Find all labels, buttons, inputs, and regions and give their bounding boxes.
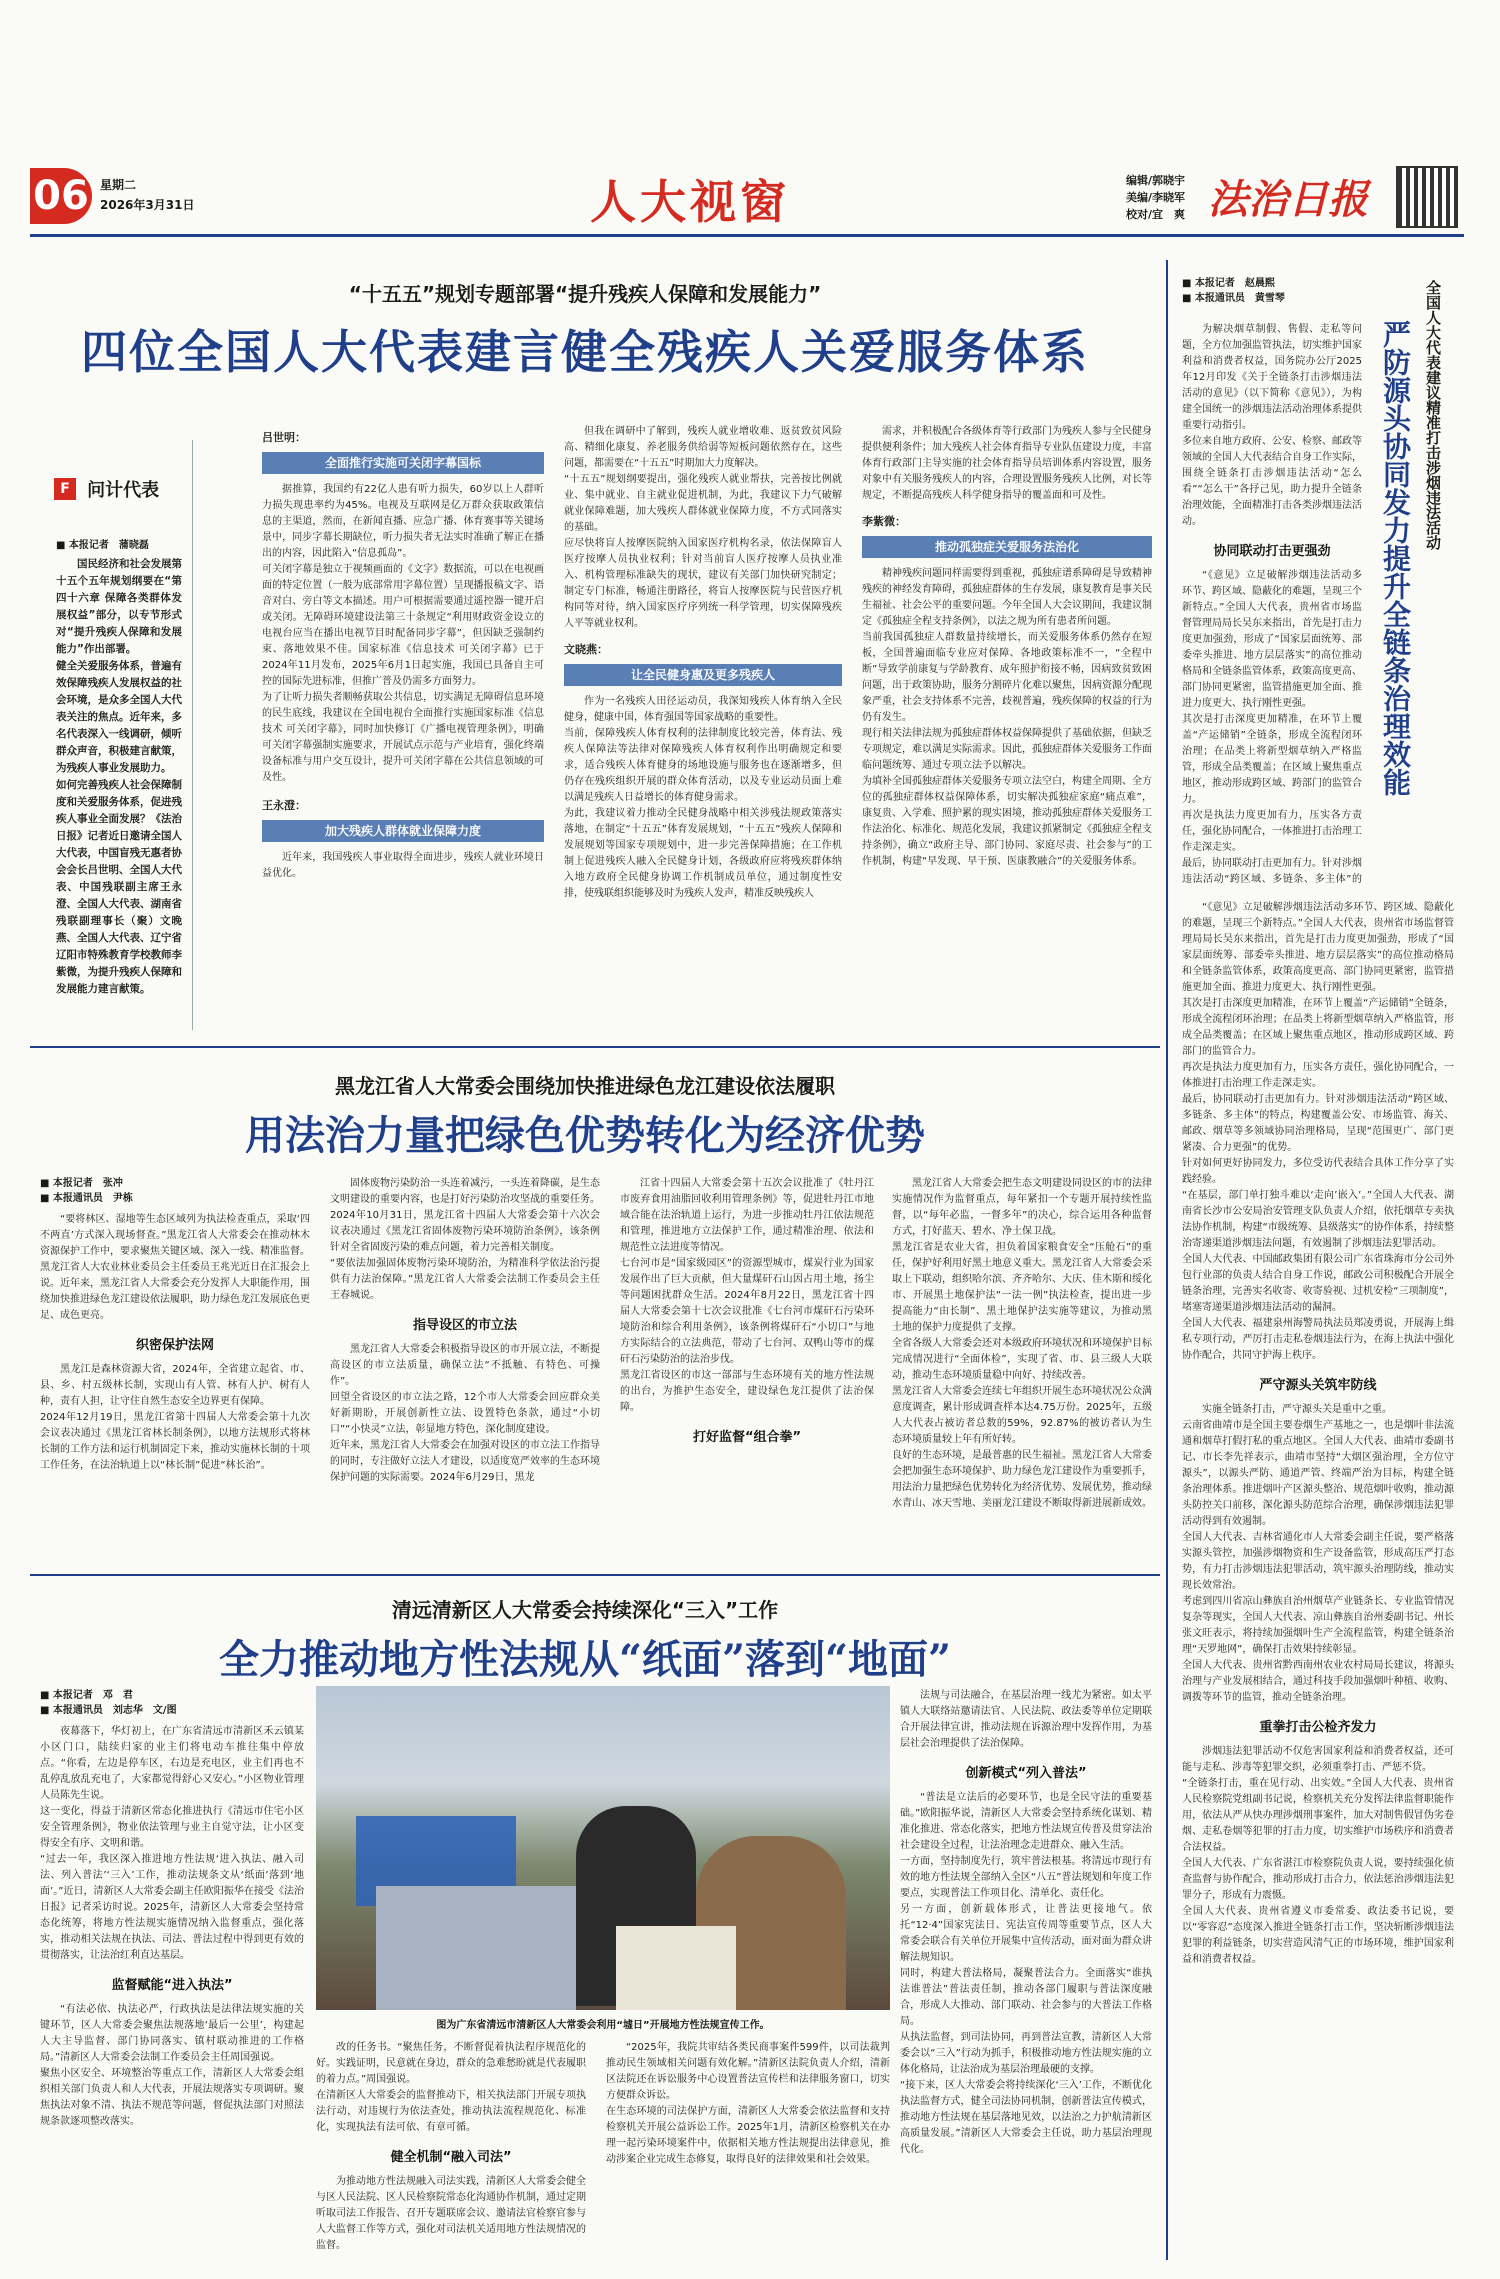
section-rule xyxy=(30,1046,1160,1048)
speaker-name: 李紫微： xyxy=(862,515,906,528)
article2-byline: ■ 本报记者 张冲 ■ 本报通讯员 尹栋 xyxy=(40,1178,133,1204)
subheading: 指导设区的市立法 xyxy=(412,1318,517,1333)
article3-text3: 为推动地方性法规融入司法实践，清新区人大常委会健全与区人民法院、区人民检察院常态化沟通协作机制，通过定期听取司法工作报告、召开专题联席会议、邀请法官检察官参与人大监督工作等方式，强化对司法机关适用地方性法规情况的监督。 xyxy=(316,2176,586,2251)
qr-code-icon xyxy=(1396,166,1458,228)
article1-byline: ■ 本报记者 蒲晓磊 xyxy=(56,540,149,551)
article1-lead: 国民经济和社会发展第十五个五年规划纲要在“第四十六章 保障各类群体发展权益”部分，以专节形式对“提升残疾人保障和发展能力”作出部署。 健全关爱服务体系，普遍有效保障残疾人发展权益的社会环境，是众多全国人大代表关注的焦点。近年来，多名代表深入一线调研，倾听群众声音，积极建言献策，为残疾人事业发展助力。 如何完善残疾人社会保障制度和关爱服务体系，促进残疾人事业全面发展？《法治日报》记者近日邀请全国人大代表，中国盲残无惠者协会会长吕世明、全国人大代表、中国残联副主席王永澄、全国人大代表、湖南省残联副理事长（聚）文晚燕、全国人大代表、辽宁省辽阳市特殊教育学校教师李紫微，为提升残疾人保障和发展能力建言献策。 xyxy=(56,558,182,995)
editor-list xyxy=(1126,172,1185,223)
article3-title: 全力推动地方性法规从“纸面”落到“地面” xyxy=(218,1636,952,1683)
header-rule xyxy=(30,234,1464,237)
article2-text5: 黑龙江省人大常委会把生态文明建设同设区的市的法律实施情况作为监督重点，每年紧扣一个专题开展持续性监督，以“每年必监，一督多年”的决心，综合运用各种监督方式，打好蓝天、碧水、净土保卫战。 黑龙江省是农业大省，担负着国家粮食安全“压舱石”的重任，保护好利用好黑土地意义重大。黑龙江省人大常委会采取上下联动，组织哈尔滨、齐齐哈尔、大庆、佳木斯和绥化市、开展黑土地保护法“一法一例”执法检查，提出进一步提高能力“由长制”、黑土地保护法实施等建议，为推动黑土地的保护力度提供了支撑。 全省各级人大常委会还对本级政府环境状况和环境保护目标完成情况进行“全面体检”，实现了省、市、县三级人大联动，推动生态环境质量稳中向好、持续改善。 黑龙江省人大常委会连续七年组织开展生态环境状况公众满意度调查，累计形成调查样本达4.75万份。2025年，五级人大代表占被访者总数的59%，92.87%的被访者认为生态环境质量较上年有所好转。 良好的生态环境，是最普惠的民生福祉。黑龙江省人大常委会把加强生态环境保护、助力绿色龙江建设作为重要抓手，用法治力量把绿色优势转化为经济优势、发展优势，推动绿水青山、冰天雪地、美丽龙江建设不断取得新进展新成效。 xyxy=(892,1178,1152,1509)
article2-col3 xyxy=(620,1176,874,1562)
sidebar-divider xyxy=(1166,260,1168,2260)
editor-line: 校对/宜 爽 xyxy=(1126,208,1186,221)
article3-kicker: 清远清新区人大常委会持续深化“三入”工作 xyxy=(391,1598,779,1622)
column-divider xyxy=(192,440,193,1030)
column-label xyxy=(54,476,194,508)
subhead-bar: 让全民健身惠及更多残疾人 xyxy=(564,664,842,686)
article3-text6: “普法是立法后的必要环节，也是全民守法的重要基础。”欧阳振华说，清新区人大常委会坚持系统化谋划、精准化推进、常态化落实，把地方性法规宣传普及贯穿法治社会建设全过程，让法治理念走进群众、融入生活。 一方面，坚持制度先行，筑牢普法根基。将清远市现行有效的地方性法规全部纳入全区“八五”普法规划和年度工作要点，实现普法工作项目化、清单化、责任化。 另一方面，创新载体形式，让普法更接地气。依托“12·4”国家宪法日、宪法宣传周等重要节点，区人大常委会联合有关单位开展集中宣传活动，面对面为群众讲解法规知识。 同时，构建大普法格局，凝聚普法合力。全面落实“谁执法谁普法”普法责任制，推动各部门履职与普法深度融合，形成人大推动、部门联动、社会参与的大普法工作格局。 从执法监督，到司法协同，再到普法宣教，清新区人大常委会以“三入”行动为抓手，积极推动地方性法规实施的立体化格局，让法治成为基层治理最硬的支撑。 “接下来，区人大常委会将持续深化‘三入’工作，不断优化执法监督方式，健全司法协同机制，创新普法宣传模式，推动地方性法规在基层落地见效，以法治之力护航清新区高质量发展。”清新区人大常委会主任说，助力基层治理现代化。 xyxy=(900,1792,1152,2155)
sidebar-col-main xyxy=(1182,900,1454,2266)
article3-col1 xyxy=(40,1724,304,2264)
article3-text4: “2025年，我院共审结各类民商事案件599件，以司法裁判推动民生领域相关问题有效化解。”清新区法院负责人介绍，清新区法院还在诉讼服务中心设置普法宣传栏和法律服务窗口，切实方便群众诉讼。 在生态环境的司法保护方面，清新区人大常委会依法监督和支持检察机关开展公益诉讼工作。2025年1月，清新区检察机关在办理一起污染环境案件中，依据相关地方性法规提出法律意见，推动涉案企业完成生态修复，取得良好的法律效果和社会效果。 xyxy=(606,2042,890,2165)
article2-text3: 黑龙江省人大常委会积极指导设区的市开展立法，不断提高设区的市立法质量，确保立法“不抵触、有特色、可操作”。 回望全省设区的市立法之路，12个市人大常委会回应群众美好新期盼，开展创新性立法、设置特色条款，通过“小切口”“小快灵”立法，彰显地方特色，深化制度建设。 近年来，黑龙江省人大常委会在加强对设区的市立法工作指导的同时，专注做好立法人才建设，以适度宽严效率的生态环境保护问题的实际需要。2024年6月29日，黑龙 xyxy=(330,1344,600,1483)
editor-line: 编辑/郭晓宇 xyxy=(1126,174,1186,187)
sidebar-text1: “《意见》立足破解涉烟违法活动多环节、跨区域、隐蔽化的难题，呈现三个新特点。”全国人大代表，贵州省市场监督管理局局长吴东来指出，首先是打击力度更加强劲，形成了“国家层面统筹、部委牵头推进、地方层层落实”的高位推动格局和全链条监管体系，政策高度更高、部门协同更紧密，监管措施更加全面、推进力度更大、执行刚性更强。 其次是打击深度更加精准，在环节上覆盖“产运储销”全链条，形成全流程闭环治理；在品类上将新型烟草纳入严格监管，形成全品类覆盖；在区域上聚焦重点地区，推动形成跨区域、跨部门的监管合力。 再次是执法力度更加有力，压实各方责任，强化协同配合，一体推进打击治理工作走深走实。 最后，协同联动打击更加有力。针对涉烟违法活动“跨区域、多链条、多主体”的特点，构建覆盖公安、市场监管、海关、邮政、烟草等多领域协同治理格局，呈现“范围更广、部门更紧凑、合力更强”的优势。 针对如何更好协同发力，多位受访代表结合具体工作分享了实践经验。 “在基层，部门单打独斗难以‘走向’嵌入’。”全国人大代表、湖南省长沙市公安局治安管理支队负责人介绍，依托烟草专卖执法协作机制，构建“市级统筹、县级落实”的协作体系，持续整治寄递渠道涉烟违法问题，有效遏制了涉烟违法犯罪活动。 全国人大代表、中国邮政集团有限公司广东省珠海市分公司外包行业部的负责人结合自身工作说，邮政公司积极配合开展全链条治理，完善实名收寄、收寄验视、过机安检“三项制度”，堵塞寄递渠道涉烟违法活动的漏洞。 全国人大代表、福建泉州海警局执法员郑凌勇说，开展海上缉私专项行动，严厉打击走私卷烟违法行为，在海上执法中强化协作配合，共同守护海上秩序。 xyxy=(1182,902,1454,1361)
article3-lead: 夜幕落下，华灯初上，在广东省清远市清新区禾云镇某小区门口，陆续归家的业主们将电动车推往集中停放点。“你看，左边是停车区，右边是充电区，业主们再也不乱停乱放乱充电了，大家都觉得舒心又安心。”小区物业管理人员陈先生说。 这一变化，得益于清新区常态化推进执行《清远市住宅小区安全管理条例》，物业依法管理与业主自觉守法，让小区变得安全有序、文明和谐。 “过去一年，我区深入推进地方性法规‘进入执法、融入司法、列入普法’‘三入’工作，推动法规条文从‘纸面’落到‘地面’。”近日，清新区人大常委会副主任欧阳振华在接受《法治日报》记者采访时说。2025年，清新区人大常委会坚持常态化统筹，将地方性法规实施情况纳入监督重点，强化落实，推动相关法规在执法、司法、普法过程中得到更有效的贯彻落实，让法治红利直达基层。 xyxy=(40,1726,304,1961)
page-number-badge: 06 xyxy=(30,168,92,224)
subheading: 重拳打击公检齐发力 xyxy=(1259,1720,1377,1735)
sidebar-text2: 实施全链条打击，严守源头关是重中之重。 云南省曲靖市是全国主要卷烟生产基地之一，也是烟叶非法流通和烟草打假打私的重点地区。全国人大代表、曲靖市委副书记、市长李先祥表示，曲靖市坚持“大烟区强治理，全方位守源头”，以源头严防、通道严管、终端严治为目标，构建全链条治理体系。推进烟叶产区源头整治、规范烟叶收购，推动源头防控关口前移，深化源头防范综合治理，确保涉烟违法犯罪活动得到有效遏制。 全国人大代表、吉林省通化市人大常委会副主任说，要严格落实源头管控，加强涉烟物资和生产设备监管，形成高压严打态势，有力打击涉烟违法犯罪活动，筑牢源头治理防线，推动实现长效常治。 考虑到四川省凉山彝族自治州烟草产业链条长、专业监管情况复杂等现实，全国人大代表、凉山彝族自治州委副书记、州长张文旺表示，将持续加强烟叶生产全流程监管，构建全链条治理“天罗地网”，确保打击效果持续彰显。 全国人大代表、贵州省黔西南州农业农村局局长建议，将源头治理与产业发展相结合，通过科技手段加强烟叶种植、收购、调拨等环节的监管，推动全链条治理。 xyxy=(1182,1404,1454,1703)
speaker-name: 王永澄： xyxy=(262,799,306,812)
sidebar-kicker: 全国人大代表建议精准打击涉烟违法活动 xyxy=(1424,280,1442,550)
subheading: 打好监督“组合拳” xyxy=(692,1430,802,1445)
article1-kicker: “十五五”规划专题部署“提升残疾人保障和发展能力” xyxy=(348,282,822,306)
sidebar-byline: ■ 本报记者 赵晨熙 ■ 本报通讯员 黄雪琴 xyxy=(1182,278,1285,304)
editor-line: 美编/李晓军 xyxy=(1126,191,1186,204)
article2-text4: 江省十四届人大常委会第十五次会议批准了《牡丹江市废弃食用油脂回收利用管理条例》等，促进牡丹江市地域合能在法治轨道上运行，为进一步推动牡丹江依法规范和管理，推进地方立法保护工作，通过精准治理、依法和规范性立法进度等情况。 七台河市是“国家级园区”的资源型城市，煤炭行业为国家发展作出了巨大贡献，但大量煤矸石山因占用土地，扬尘等问题困扰群众生活。2024年8月22日，黑龙江省十四届人大常委会第十七次会议批准《七台河市煤矸石污染环境防治和综合利用条例》，该条例将煤矸石“小切口”与地方实际结合的立法典范，带动了七台河、双鸭山等市的煤矸石污染防治的法治步伐。 黑龙江省设区的市这一部部与生态环境有关的地方性法规的出台，为推护生态安全，建设绿色龙江提供了法治保障。 xyxy=(620,1178,874,1413)
event-photo xyxy=(316,1686,890,2010)
sidebar-col-top xyxy=(1182,322,1362,888)
speaker-name: 文晓燕： xyxy=(564,643,608,656)
sidebar-text1-preview: “《意见》立足破解涉烟违法活动多环节、跨区域、隐蔽化的难题，呈现三个新特点。”全国人大代表，贵州省市场监督管理局局长吴东来指出，首先是打击力度更加强劲，形成了“国家层面统筹、部委牵头推进、地方层层落实”的高位推动格局和全链条监管体系，政策高度更高、部门协同更紧密，监管措施更加全面、推进力度更大、执行刚性更强。 其次是打击深度更加精准，在环节上覆盖“产运储销”全链条，形成全流程闭环治理；在品类上将新型烟草纳入严格监管，形成全品类覆盖；在区域上聚焦重点地区，推动形成跨区域、跨部门的监管合力。 再次是执法力度更加有力，压实各方责任，强化协同配合，一体推进打击治理工作走深走实。 最后，协同联动打击更加有力。针对涉烟违法活动“跨区域、多链条、多主体”的 xyxy=(1182,570,1362,885)
subheading: 创新模式“列入普法” xyxy=(965,1766,1087,1781)
article3-col3 xyxy=(606,2040,890,2266)
speaker-name: 吕世明： xyxy=(262,431,306,444)
masthead: 法治日报 xyxy=(1208,176,1368,223)
article1-col1 xyxy=(262,424,544,1030)
subhead-bar: 推动孤独症关爱服务法治化 xyxy=(862,536,1152,558)
article1-title: 四位全国人大代表建言健全残疾人关爱服务体系 xyxy=(81,325,1089,379)
article1-text1: 据推算，我国约有22亿人患有听力损失，60岁以上人群听力损失现患率约为45%。电视及互联网是亿万群众获取政策信息的主渠道，然而，在新闻直播、应急广播、体育赛事等关键场景中，同步字幕长期缺位，听力损失者无法实时准确了解正在播出的内容，因此陷入“信息孤岛”。 可关闭字幕是独立于视频画面的《文字》数据流，可以在电视画面的特定位置（一般为底部常用字幕位置）呈现播报稿文字、语音对白、旁白等文本描述。用户可根据需要通过遥控器一键开启或关闭。无障碍环境建设法第三十条规定“利用财政资金设立的电视台应当在播出电视节目时配备同步字幕”，但因缺乏强制约束、落地效果不佳。国家标准《信息技术 可关闭字幕》已于2024年11月发布，2025年6月1日起实施，我国已具备自主可控的国际先进标准，但推广普及仍需多方面努力。 为了让听力损失者顺畅获取公共信息，切实满足无障碍信息环境的民生底线，我建议在全国电视台全面推行实施国家标准《信息技术 可关闭字幕》，同时加快修订《广播电视管理条例》，明确可关闭字幕强制实施要求，开展试点示范与产业培育，强化终端设备标准与用户交互设计，提升可关闭字幕在公共信息领域的可及性。 xyxy=(262,484,544,783)
issue-date: 2026年3月31日 xyxy=(100,198,195,212)
subhead-bar: 全面推行实施可关闭字幕国标 xyxy=(262,452,544,474)
photo-caption: 图为广东省清远市清新区人大常委会利用“墟日”开展地方性法规宣传工作。 xyxy=(436,2020,770,2031)
article1-text3: 但我在调研中了解到，残疾人就业增收难、返贫致贫风险高、精细化康复、养老服务供给弱等短板问题依然存在，这些问题，都需要在“十五五”时期加大力度解决。 “十五五”规划纲要提出，强化残疾人就业帮扶，完善按比例就业、集中就业、自主就业促进机制，为此，我建议下力气破解就业保障难题，加大残疾人群体就业保障力度，不方式同落实的基础。 应尽快将盲人按摩医院纳入国家医疗机构名录，依法保障盲人医疗按摩人员执业权利；针对当前盲人医疗按摩人员执业准入、机构管理标准缺失的现状，建议有关部门加快研究制定；制定专门标准，畅通注册路径，将盲人按摩医院与民营医疗机构同等对待，纳入国家医疗序列统一科学管理，切实保障残疾人平等就业权利。 xyxy=(564,426,842,629)
article2-lead: “要将林区、湿地等生态区域列为执法检查重点，采取‘四不两直’方式深入现场督查。”黑龙江省人大常委会在推动林木资源保护工作中，要求聚焦关键区域、深入一线、精准监督。黑龙江省人大农业林业委员会主任委员王兆光近日在汇报会上说。近年来，黑龙江省人大常委会充分发挥人大职能作用，围绕加快推进绿色龙江建设依法履职，助力绿色龙江发展底色更足、成色更亮。 xyxy=(40,1214,310,1321)
subheading: 健全机制“融入司法” xyxy=(390,2150,512,2165)
sidebar-title: 严防源头协同发力提升全链条治理效能 xyxy=(1379,320,1412,796)
article1-text5: 需求，并积极配合各级体育等行政部门为残疾人参与全民健身提供便利条件；加大残疾人社会体育指导专业队伍建设力度，丰富体育行政部门主导实施的社会体育指导员培训体系内容设置，服务对象中有关服务残疾人的内容，合理设置服务残疾人比例，对长等规定，不断提高残疾人科学健身指导的覆盖面和可及性。 xyxy=(862,426,1152,501)
subheading: 协同联动打击更强劲 xyxy=(1213,544,1331,559)
article3-text5: 法规与司法融合，在基层治理一线尤为紧密。如太平镇人大联络站邀请法官、人民法院、政法委等单位定期联合开展法律宣讲，推动法规在诉源治理中发挥作用，为基层社会治理提供了法治保障。 xyxy=(900,1690,1152,1749)
article3-col4 xyxy=(900,1688,1152,2266)
section-title: 人大视窗 xyxy=(590,175,790,229)
article1-text4: 作为一名残疾人田径运动员，我深知残疾人体育纳入全民健身，健康中国，体育强国等国家战略的重要性。 当前，保障残疾人体育权利的法律制度比较完善，体育法、残疾人保障法等法律对保障残疾人体育权利作出明确规定和要求，适合残疾人体育健身的场地设施与服务也在逐渐增多，但仍存在残疾组织开展的群众体育活动，以及专业运动员面上难以满足残疾人日益增长的体育健身需求。 为此，我建议着力推动全民健身战略中相关涉残法规政策落实落地，在制定“十五五”体育发展规划，“十五五”残疾人保障和发展规划等国家专项规划中，进一步完善保障措施；在工作机制上促进残疾人融入全民健身计划，各级政府应将残疾群体纳入地方政府全民健身协调工作机制成员单位，通过制度性安排，使残联组织能够及时为残疾人发声，精准反映残疾人 xyxy=(564,696,842,899)
sidebar-lead: 为解决烟草制假、售假、走私等问题，全方位加强监管执法，切实维护国家利益和消费者权益，国务院办公厅2025年12月印发《关于全链条打击涉烟违法活动的意见》（以下简称《意见》），为构建全国统一的涉烟违法活动治理体系提供重要行动指引。 多位来自地方政府、公安、检察、邮政等领域的全国人大代表结合自身工作实际，围绕全链条打击涉烟违法活动“怎么看”“怎么干”各抒己见，助力提升全链条治理效能，全面精准打击各类涉烟违法活动。 xyxy=(1182,324,1362,527)
article1-text2: 近年来，我国残疾人事业取得全面进步，残疾人就业环境日益优化。 xyxy=(262,852,544,879)
article3-byline: ■ 本报记者 邓 君 ■ 本报通讯员 刘志华 文/图 xyxy=(40,1690,177,1716)
article2-kicker: 黑龙江省人大常委会围绕加快推进绿色龙江建设依法履职 xyxy=(335,1074,835,1098)
article2-title: 用法治力量把绿色优势转化为经济优势 xyxy=(245,1112,925,1159)
weekday: 星期二 xyxy=(100,178,137,192)
article1-col3 xyxy=(862,424,1152,1030)
article2-col2 xyxy=(330,1176,600,1562)
article3-col2 xyxy=(316,2040,586,2266)
subheading: 严守源头关筑牢防线 xyxy=(1259,1378,1377,1393)
subheading: 监督赋能“进入执法” xyxy=(111,1978,233,1993)
subheading: 织密保护法网 xyxy=(135,1338,214,1353)
sidebar-text3: 涉烟违法犯罪活动不仅危害国家利益和消费者权益，还可能与走私、涉毒等犯罪交织，必须重拳打击、严惩不贷。 “全链条打击，重在见行动、出实效。”全国人大代表、贵州省人民检察院党组副书记说，检察机关充分发挥法律监督职能作用，依法从严从快办理涉烟刑事案件，加大对制售假冒伪劣卷烟、走私卷烟等犯罪的打击力度，切实维护市场秩序和消费者合法权益。 全国人大代表、广东省湛江市检察院负责人说，要持续强化侦查监督与协作配合，推动形成打击合力，依法惩治涉烟违法犯罪分子，形成有力震慑。 全国人大代表、贵州省遵义市委常委、政法委书记说，要以“零容忍”态度深入推进全链条打击工作，坚决斩断涉烟违法犯罪的利益链条，切实营造风清气正的市场环境，维护国家利益和消费者权益。 xyxy=(1182,1746,1454,1965)
article2-col1 xyxy=(40,1212,310,1562)
article1-text6: 精神残疾问题同样需要得到重视，孤独症谱系障碍是导致精神残疾的神经发育障碍，孤独症群体的生存发展，康复教育是事关民生福祉、社会公平的重要问题。今年全国人大会议期间，我建议制定《孤独症全程支持条例》，以法之规为所有患者所问题。 当前我国孤独症人群数量持续增长，而关爱服务体系仍然存在短板，全国普遍面临专业应对保障、各地政策标准不一，“全程中断”导致学前康复与学龄教育、成年照护衔接不畅，因病致贫致困问题，出于政策协助，服务分割碎片化难以聚焦，因病资源分配现象严重，社会支持体系不完善，歧视普遍，残疾保障的权益的行为仍有发生。 现行相关法律法规为孤独症群体权益保障提供了基础依据，但缺乏专项规定，难以满足实际需求。因此，孤独症群体关爱服务工作面临问题统筹、通过专项立法予以解决。 为填补全国孤独症群体关爱服务专项立法空白，构建全周期、全方位的孤独症群体权益保障体系，切实解决孤独症家庭“痛点难”，康复贵、入学难、照护累的现实困境，推动孤独症群体关爱服务工作法治化、标准化、规范化发展，我建议抓紧制定《孤独症全程支持条例》，确立“政府主导、部门协同、家庭尽责、社会参与”的工作机制，构建“早发现、早干预、医康教融合”的关爱服务体系。 xyxy=(862,568,1152,867)
article3-text1: “有法必依、执法必严，行政执法是法律法规实施的关键环节，区人大常委会聚焦法规落地‘最后一公里’，构建起人大主导监督、部门协同落实、镇村联动推进的工作格局。”清新区人大常委会法制工作委员会主任周国强说。 聚焦小区安全、环境整治等重点工作，清新区人大常委会组织相关部门负责人和人大代表，开展法规落实专项调研。聚焦执法对象不清、执法不规范等问题，督促执法部门对照法规条款逐项整改落实。 xyxy=(40,2004,304,2127)
article3-text2: 改的任务书。“聚焦任务，不断督促着执法程序规范化的好。实践证明，民意就在身边，群众的急难愁盼就是代表履职的着力点。”周国强说。 在清新区人大常委会的监督推动下，相关执法部门开展专项执法行动，对违规行为依法查处，推动执法流程规范化、标准化，实现执法有法可依、有章可循。 xyxy=(316,2042,586,2133)
article2-text1: 黑龙江是森林资源大省，2024年，全省建立起省、市、县、乡、村五级林长制，实现山有人管、林有人护、树有人种，责有人担，让守住自然生态安全边界更有保障。 2024年12月19日，黑龙江省第十四届人大常委会第十九次会议表决通过《黑龙江省林长制条例》，以地方法规形式将林长制的工作方法和运行机制固定下来，推动实施林长制的十项工作任务，在法治轨道上以“林长制”促进“林长治”。 xyxy=(40,1364,310,1471)
section-rule xyxy=(30,1574,1160,1576)
fist-icon: F xyxy=(54,478,76,500)
article1-col2 xyxy=(564,424,842,1030)
article2-text2: 固体废物污染防治一头连着减污，一头连着降碳，是生态文明建设的重要内容，也是打好污染防治攻坚战的重要任务。2024年10月31日，黑龙江省十四届人大常委会第十六次会议表决通过《黑龙江省固体废物污染环境防治条例》，该条例针对全省固废污染的难点问题，着力完善相关制度。 “要依法加强固体废物污染环境防治，为精准科学依法治污提供有力法治保障。”黑龙江省人大常委会法制工作委员会主任王春城说。 xyxy=(330,1178,600,1301)
subhead-bar: 加大残疾人群体就业保障力度 xyxy=(262,820,544,842)
article2-col4 xyxy=(892,1176,1152,1562)
column-label-text: 问计代表 xyxy=(87,480,160,501)
